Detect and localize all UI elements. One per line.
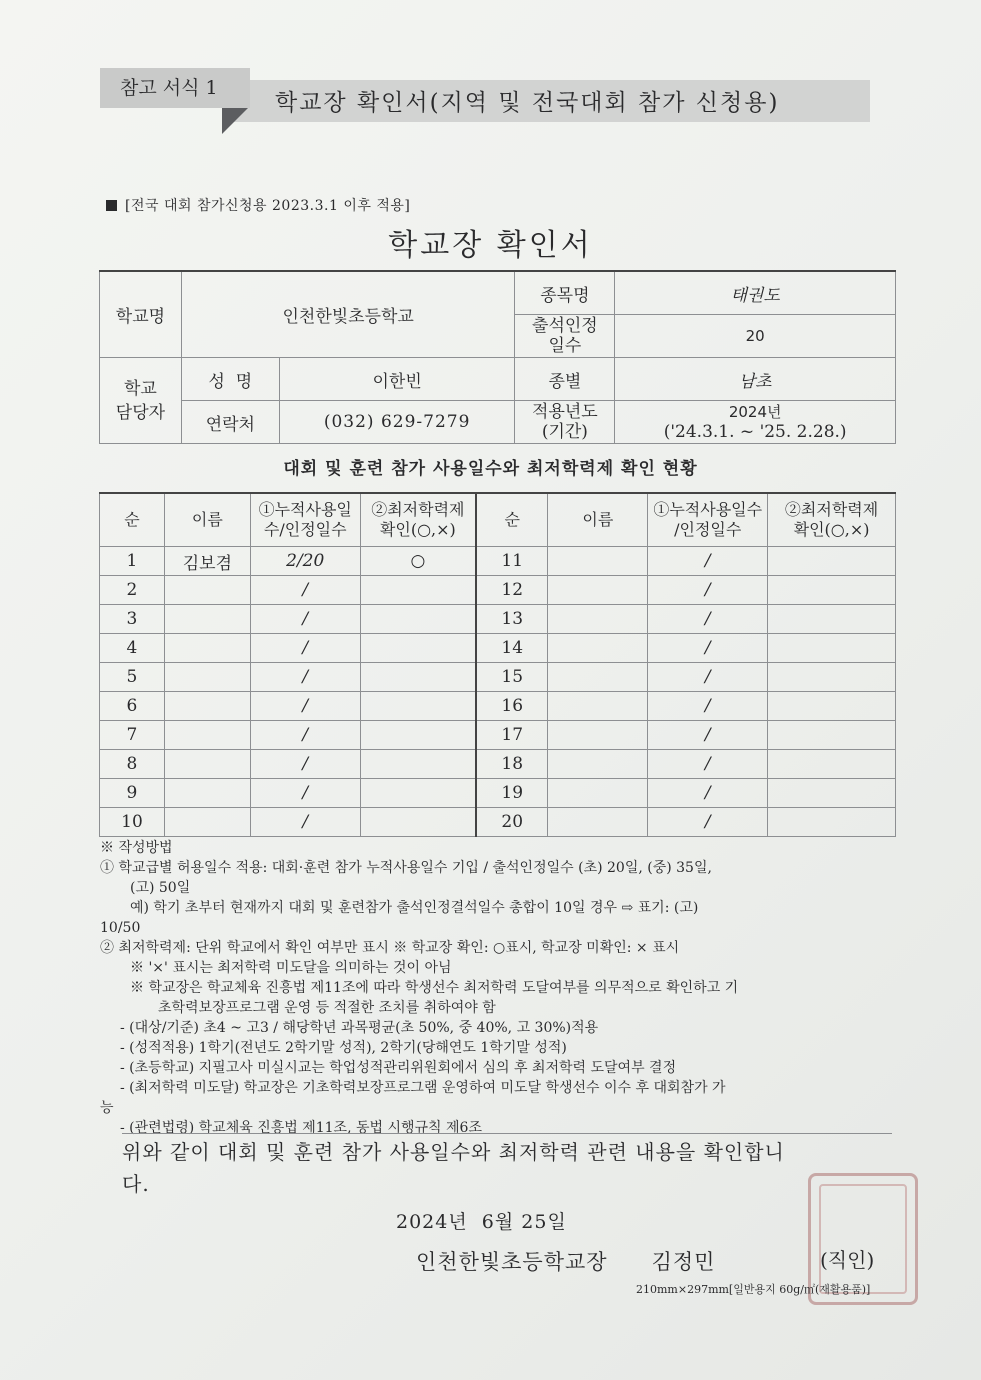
instruction-line: ※ '×' 표시는 최저학력 미도달을 의미하는 것이 아님 — [130, 960, 452, 976]
table-row — [100, 605, 896, 634]
row-name — [548, 634, 648, 663]
instruction-line: 능 — [100, 1100, 114, 1116]
signer-name: 김정민 — [651, 1250, 716, 1274]
header-used-left: ①누적사용일 수/인정일수 — [250, 493, 360, 547]
row-number: 8 — [100, 750, 165, 779]
header-name-left: 이름 — [164, 493, 250, 547]
school-value: 인천한빛초등학교 — [181, 271, 515, 358]
row-used-days: / — [250, 634, 360, 663]
banner-title: 학교장 확인서(지역 및 전국대회 참가 신청용) — [275, 90, 780, 116]
contact-label: 연락처 — [181, 401, 279, 444]
year-value: 2024년 ('24.3.1. ~ '25. 2.28.) — [615, 401, 896, 444]
row-check — [768, 634, 896, 663]
name-value: 이한빈 — [279, 358, 515, 401]
attend-value: 20 — [615, 315, 896, 358]
page-title: 학교장 확인서 — [388, 228, 593, 263]
row-check — [360, 721, 476, 750]
usage-table — [99, 492, 896, 837]
row-number: 11 — [476, 547, 548, 576]
row-name — [548, 779, 648, 808]
row-check — [768, 576, 896, 605]
instruction-line: 10/50 — [100, 920, 141, 936]
row-used-days: / — [648, 750, 768, 779]
row-check: ○ — [360, 547, 476, 576]
row-name: 김보겸 — [164, 547, 250, 576]
table-row — [100, 576, 896, 605]
row-check — [360, 576, 476, 605]
row-used-days: / — [250, 808, 360, 837]
row-name — [548, 808, 648, 837]
table-row — [100, 750, 896, 779]
row-used-days: / — [250, 605, 360, 634]
name-label: 성 명 — [181, 358, 279, 401]
instruction-line: - (최저학력 미도달) 학교장은 기초학력보장프로그램 운영하여 미도달 학생선수 이수 후 대회참가 가 — [120, 1080, 726, 1096]
manager-label: 학교 담당자 — [100, 358, 182, 444]
table-row — [100, 634, 896, 663]
row-used-days: 2/20 — [250, 547, 360, 576]
row-check — [360, 605, 476, 634]
event-value: 태권도 — [615, 271, 896, 315]
instruction-line: ① 학교급별 허용일수 적용: 대회·훈련 참가 누적사용일수 기입 / 출석인정일수 (초) 20일, (중) 35일, — [100, 860, 712, 876]
row-number: 20 — [476, 808, 548, 837]
school-label: 학교명 — [100, 271, 182, 358]
row-number: 2 — [100, 576, 165, 605]
row-name — [548, 576, 648, 605]
row-number: 16 — [476, 692, 548, 721]
confirmation-statement — [122, 1133, 892, 1200]
table-row — [100, 721, 896, 750]
row-number: 19 — [476, 779, 548, 808]
table-body — [100, 547, 896, 837]
header-check-left: ②최저학력제 확인(○,×) — [360, 493, 476, 547]
row-used-days: / — [250, 663, 360, 692]
row-number: 18 — [476, 750, 548, 779]
row-name — [548, 547, 648, 576]
row-used-days: / — [648, 547, 768, 576]
row-name — [164, 663, 250, 692]
row-used-days: / — [250, 721, 360, 750]
instruction-line: 예) 학기 초부터 현재까지 대회 및 훈련참가 출석인정결석일수 총합이 10일 경우 ⇨ 표기: (고) — [130, 900, 699, 916]
row-check — [768, 547, 896, 576]
instruction-line: ※ 작성방법 — [100, 840, 173, 856]
row-name — [164, 634, 250, 663]
row-check — [768, 750, 896, 779]
row-name — [164, 692, 250, 721]
row-check — [768, 721, 896, 750]
square-bullet-icon — [106, 200, 117, 211]
header-name-right: 이름 — [548, 493, 648, 547]
seal-label: (직인) — [820, 1248, 875, 1272]
row-used-days: / — [648, 692, 768, 721]
row-check — [768, 779, 896, 808]
row-used-days: / — [250, 750, 360, 779]
row-number: 7 — [100, 721, 165, 750]
row-number: 6 — [100, 692, 165, 721]
confirmation-line-2: 다. — [122, 1172, 150, 1196]
row-check — [360, 779, 476, 808]
row-check — [768, 808, 896, 837]
row-name — [164, 721, 250, 750]
row-check — [768, 692, 896, 721]
row-used-days: / — [250, 576, 360, 605]
signer-organization: 인천한빛초등학교장 — [416, 1250, 608, 1274]
row-check — [360, 692, 476, 721]
instruction-line: (고) 50일 — [130, 880, 191, 896]
header-no-right: 순 — [476, 493, 548, 547]
row-number: 5 — [100, 663, 165, 692]
row-check — [360, 634, 476, 663]
row-used-days: / — [648, 808, 768, 837]
row-check — [768, 605, 896, 634]
header-used-right: ①누적사용일수 /인정일수 — [648, 493, 768, 547]
row-number: 1 — [100, 547, 165, 576]
row-check — [360, 808, 476, 837]
row-used-days: / — [250, 692, 360, 721]
row-name — [164, 576, 250, 605]
row-name — [164, 605, 250, 634]
banner-triangle — [222, 108, 248, 134]
confirmation-line-1: 위와 같이 대회 및 훈련 참가 사용일수와 최저학력 관련 내용을 확인합니 — [122, 1140, 785, 1164]
row-used-days: / — [648, 663, 768, 692]
row-number: 15 — [476, 663, 548, 692]
application-note: [전국 대회 참가신청용 2023.3.1 이후 적용] — [106, 195, 410, 215]
row-number: 3 — [100, 605, 165, 634]
writing-instructions — [100, 838, 900, 1138]
table-row — [100, 547, 896, 576]
row-number: 14 — [476, 634, 548, 663]
instruction-line: - (성적적용) 1학기(전년도 2학기말 성적), 2학기(당해연도 1학기말 성적) — [120, 1040, 567, 1056]
instruction-line: - (대상/기준) 초4 ~ 고3 / 해당학년 과목평균(초 50%, 중 40%, 고 30%)적용 — [120, 1020, 599, 1036]
row-used-days: / — [648, 779, 768, 808]
row-used-days: / — [648, 721, 768, 750]
gender-value: 남초 — [615, 358, 896, 401]
row-number: 4 — [100, 634, 165, 663]
reference-form-tag: 참고 서식 1 — [100, 68, 250, 108]
table-row — [100, 808, 896, 837]
row-number: 13 — [476, 605, 548, 634]
attend-label: 출석인정 일수 — [515, 315, 615, 358]
row-check — [360, 663, 476, 692]
table-row — [100, 663, 896, 692]
row-used-days: / — [648, 576, 768, 605]
row-used-days: / — [250, 779, 360, 808]
section-title: 대회 및 훈련 참가 사용일수와 최저학력제 확인 현황 — [283, 459, 698, 479]
row-number: 9 — [100, 779, 165, 808]
row-name — [164, 808, 250, 837]
table-header-row — [100, 493, 896, 547]
row-name — [548, 692, 648, 721]
instruction-line: - (초등학교) 지필고사 미실시교는 학업성적관리위원회에서 심의 후 최저학력 도달여부 결정 — [120, 1060, 677, 1076]
issue-date: 2024년 6월 25일 — [396, 1211, 567, 1233]
table-row — [100, 779, 896, 808]
row-number: 12 — [476, 576, 548, 605]
signer — [416, 1246, 715, 1276]
row-name — [548, 750, 648, 779]
row-used-days: / — [648, 605, 768, 634]
header-no-left: 순 — [100, 493, 165, 547]
row-name — [164, 779, 250, 808]
row-number: 10 — [100, 808, 165, 837]
contact-value: (032) 629-7279 — [279, 401, 515, 444]
table-row — [100, 692, 896, 721]
event-label: 종목명 — [515, 271, 615, 315]
year-label: 적용년도 (기간) — [515, 401, 615, 444]
row-number: 17 — [476, 721, 548, 750]
row-name — [548, 605, 648, 634]
row-used-days: / — [648, 634, 768, 663]
instruction-line: ※ 학교장은 학교체육 진흥법 제11조에 따라 학생선수 최저학력 도달여부를 의무적으로 확인하고 기 — [130, 980, 739, 996]
gender-label: 종별 — [515, 358, 615, 401]
row-name — [548, 663, 648, 692]
instruction-line: - (관련법령) 학교체육 진흥법 제11조, 동법 시행규칙 제6조 — [120, 1120, 482, 1136]
row-check — [360, 750, 476, 779]
row-name — [164, 750, 250, 779]
instruction-line: 초학력보장프로그램 운영 등 적절한 조치를 취하여야 함 — [158, 1000, 496, 1016]
info-table — [99, 270, 896, 444]
row-check — [768, 663, 896, 692]
paper-spec: 210mm×297mm[일반용지 60g/㎡(재활용품)] — [636, 1283, 871, 1296]
row-name — [548, 721, 648, 750]
header-check-right: ②최저학력제 확인(○,×) — [768, 493, 896, 547]
instruction-line: ② 최저학력제: 단위 학교에서 확인 여부만 표시 ※ 학교장 확인: ○표시, 학교장 미확인: × 표시 — [100, 940, 680, 956]
